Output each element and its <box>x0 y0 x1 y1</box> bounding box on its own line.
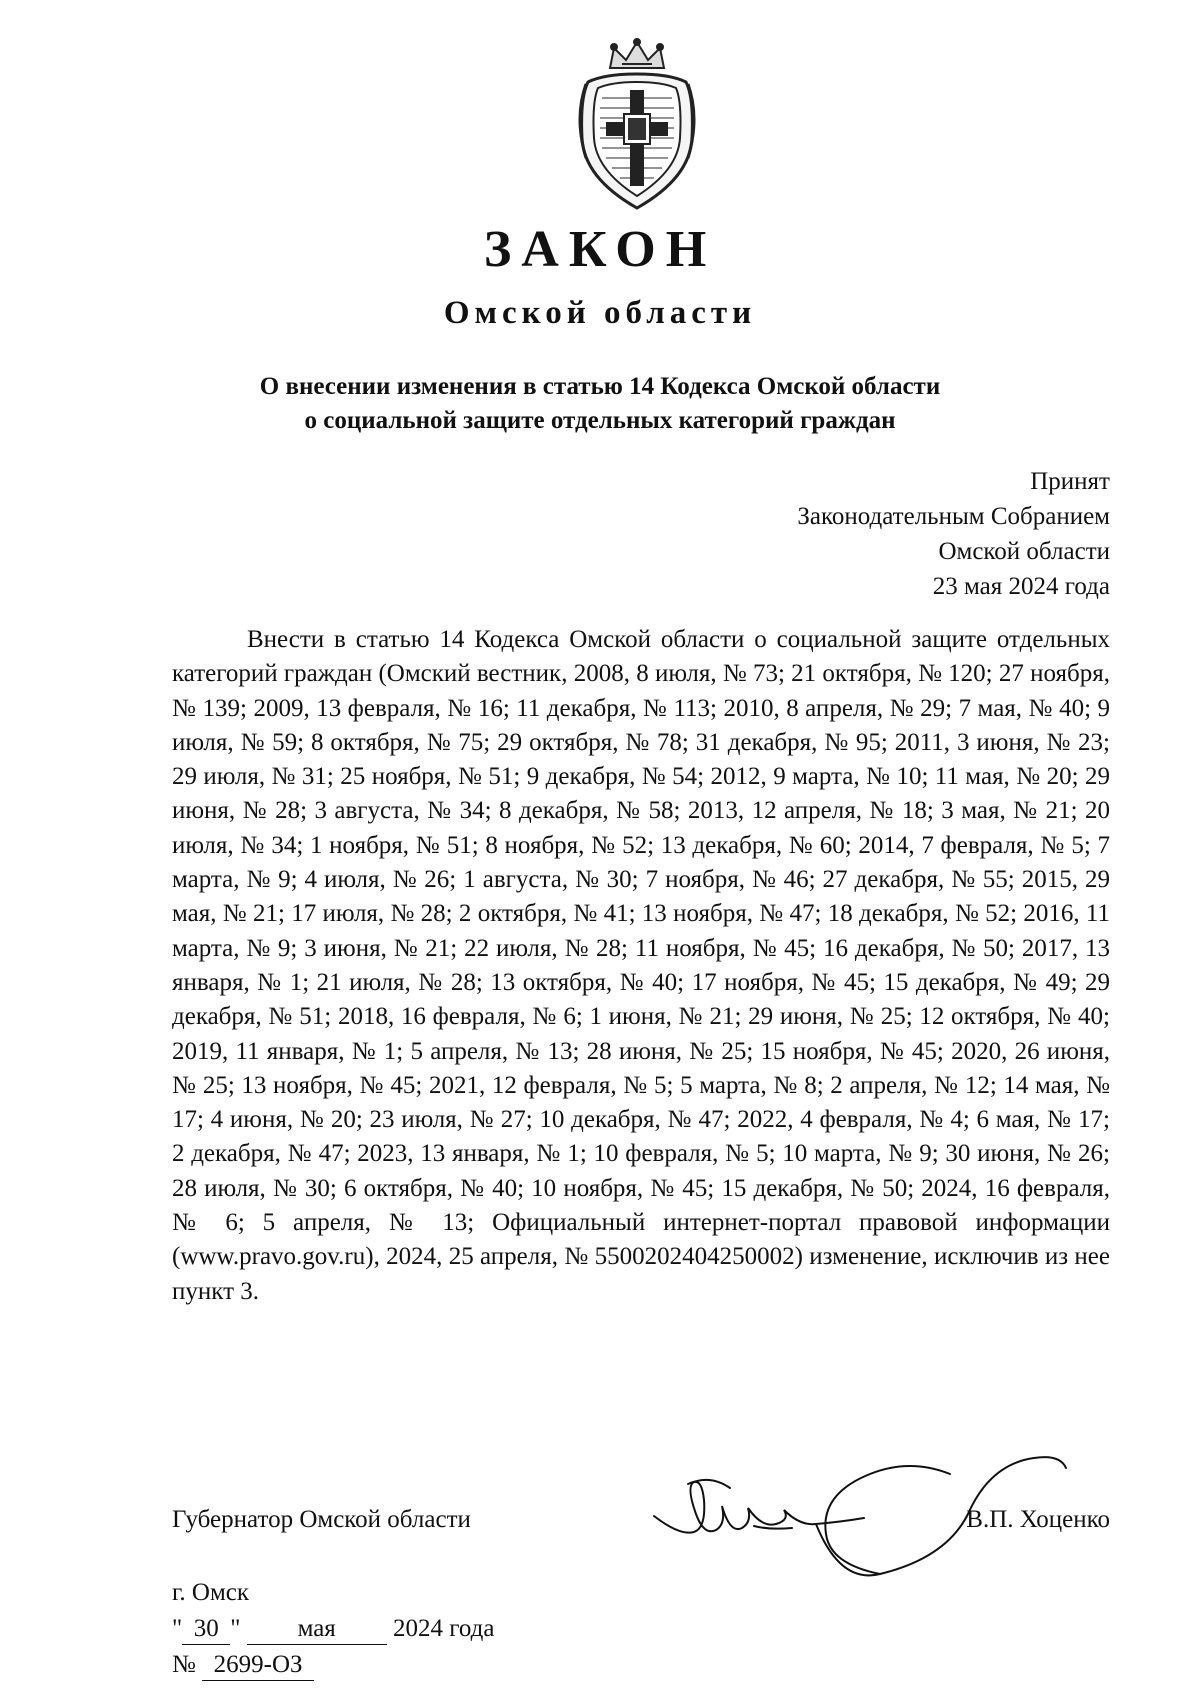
document-title: ЗАКОН <box>483 221 717 278</box>
law-body-paragraph: Внести в статью 14 Кодекса Омской области о социальной защите отдельных категорий граждан (Омский вестник, 2008, 8 июля, № 73; 21 октября, № 120; 27 ноября, № 139; 2009, 13 февраля, № 16; 11 декабря, № 113; 2010, 8 апреля, № 29; 7 мая, № 40; 9 июля, № 59; 8 октября, № 75; 29 октября, № 78; 31 декабря, № 95; 2011, 3 июня, № 23; 29 июля, № 31; 25 ноября, № 51; 9 декабря, № 54; 2012, 9 марта, № 10; 11 мая, № 20; 29 июня, № 28; 3 августа, № 34; 8 декабря, № 58; 2013, 12 апреля, № 18; 3 мая, № 21; 20 июля, № 34; 1 ноября, № 51; 8 ноября, № 52; 13 декабря, № 60; 2014, 7 февраля, № 5; 7 марта, № 9; 4 июля, № 26; 1 августа, № 30; 7 ноября, № 46; 27 декабря, № 55; 2015, 29 мая, № 21; 17 июля, № 28; 2 октября, № 41; 13 ноября, № 47; 18 декабря, № 52; 2016, 11 марта, № 9; 3 июня, № 21; 22 июля, № 28; 11 ноября, № 45; 16 декабря, № 50; 2017, 13 января, № 1; 21 июля, № 28; 13 октября, № 40; 17 ноября, № 45; 15 декабря, № 49; 29 декабря, № 51; 2018, 16 февраля, № 6; 1 июня, № 21; 29 июня, № 25; 12 октября, № 40; 2019, 11 января, № 1; 5 апреля, № 13; 28 июня, № 25; 15 ноября, № 45; 2020, 26 июня, № 25; 13 ноября, № 45; 2021, 12 февраля, № 5; 5 марта, № 8; 2 апреля, № 12; 14 мая, № 17; 4 июня, № 20; 23 июля, № 27; 10 декабря, № 47; 2022, 4 февраля, № 4; 6 мая, № 17; 2 декабря, № 47; 2023, 13 января, № 1; 10 февраля, № 5; 10 марта, № 9; 30 июня, № 26; 28 июля, № 30; 6 октября, № 40; 10 ноября, № 45; 15 декабря, № 50; 2024, 16 февраля, № 6; 5 апреля, № 13; Официальный интернет-портал правовой информации (www.pravo.gov.ru), 2024, 25 апреля, № 5500202404250002) изменение, исключив из нее пункт 3. <box>172 626 1110 1305</box>
place-date-block <box>172 1575 494 1683</box>
date-quote-open: " <box>172 1615 183 1642</box>
signatory-title: Губернатор Омской области <box>172 1506 471 1533</box>
adoption-line-1: Принят <box>1030 468 1110 495</box>
date-day: 30 <box>182 1614 230 1645</box>
law-number <box>172 1647 494 1683</box>
heading-line-2: о социальной защите отдельных категорий граждан <box>304 407 896 434</box>
city: г. Омск <box>172 1579 250 1606</box>
document-heading <box>0 370 1200 438</box>
date-year: 2024 года <box>392 1615 495 1642</box>
adoption-block <box>610 464 1110 604</box>
coat-of-arms-emblem <box>570 38 704 213</box>
document-subtitle: Омской области <box>443 295 757 331</box>
signing-date <box>172 1611 494 1647</box>
law-number-value: 2699-ОЗ <box>202 1650 314 1681</box>
heading-line-1: О внесении изменения в статью 14 Кодекса Омской области <box>259 373 941 400</box>
adoption-line-2: Законодательным Собранием <box>797 503 1110 530</box>
date-quote-close: " <box>230 1615 241 1642</box>
date-month: мая <box>247 1614 387 1645</box>
adoption-line-3: Омской области <box>938 538 1110 565</box>
adoption-date: 23 мая 2024 года <box>932 573 1110 600</box>
signatory-name: В.П. Хоценко <box>966 1506 1110 1533</box>
number-prefix: № <box>172 1651 196 1678</box>
